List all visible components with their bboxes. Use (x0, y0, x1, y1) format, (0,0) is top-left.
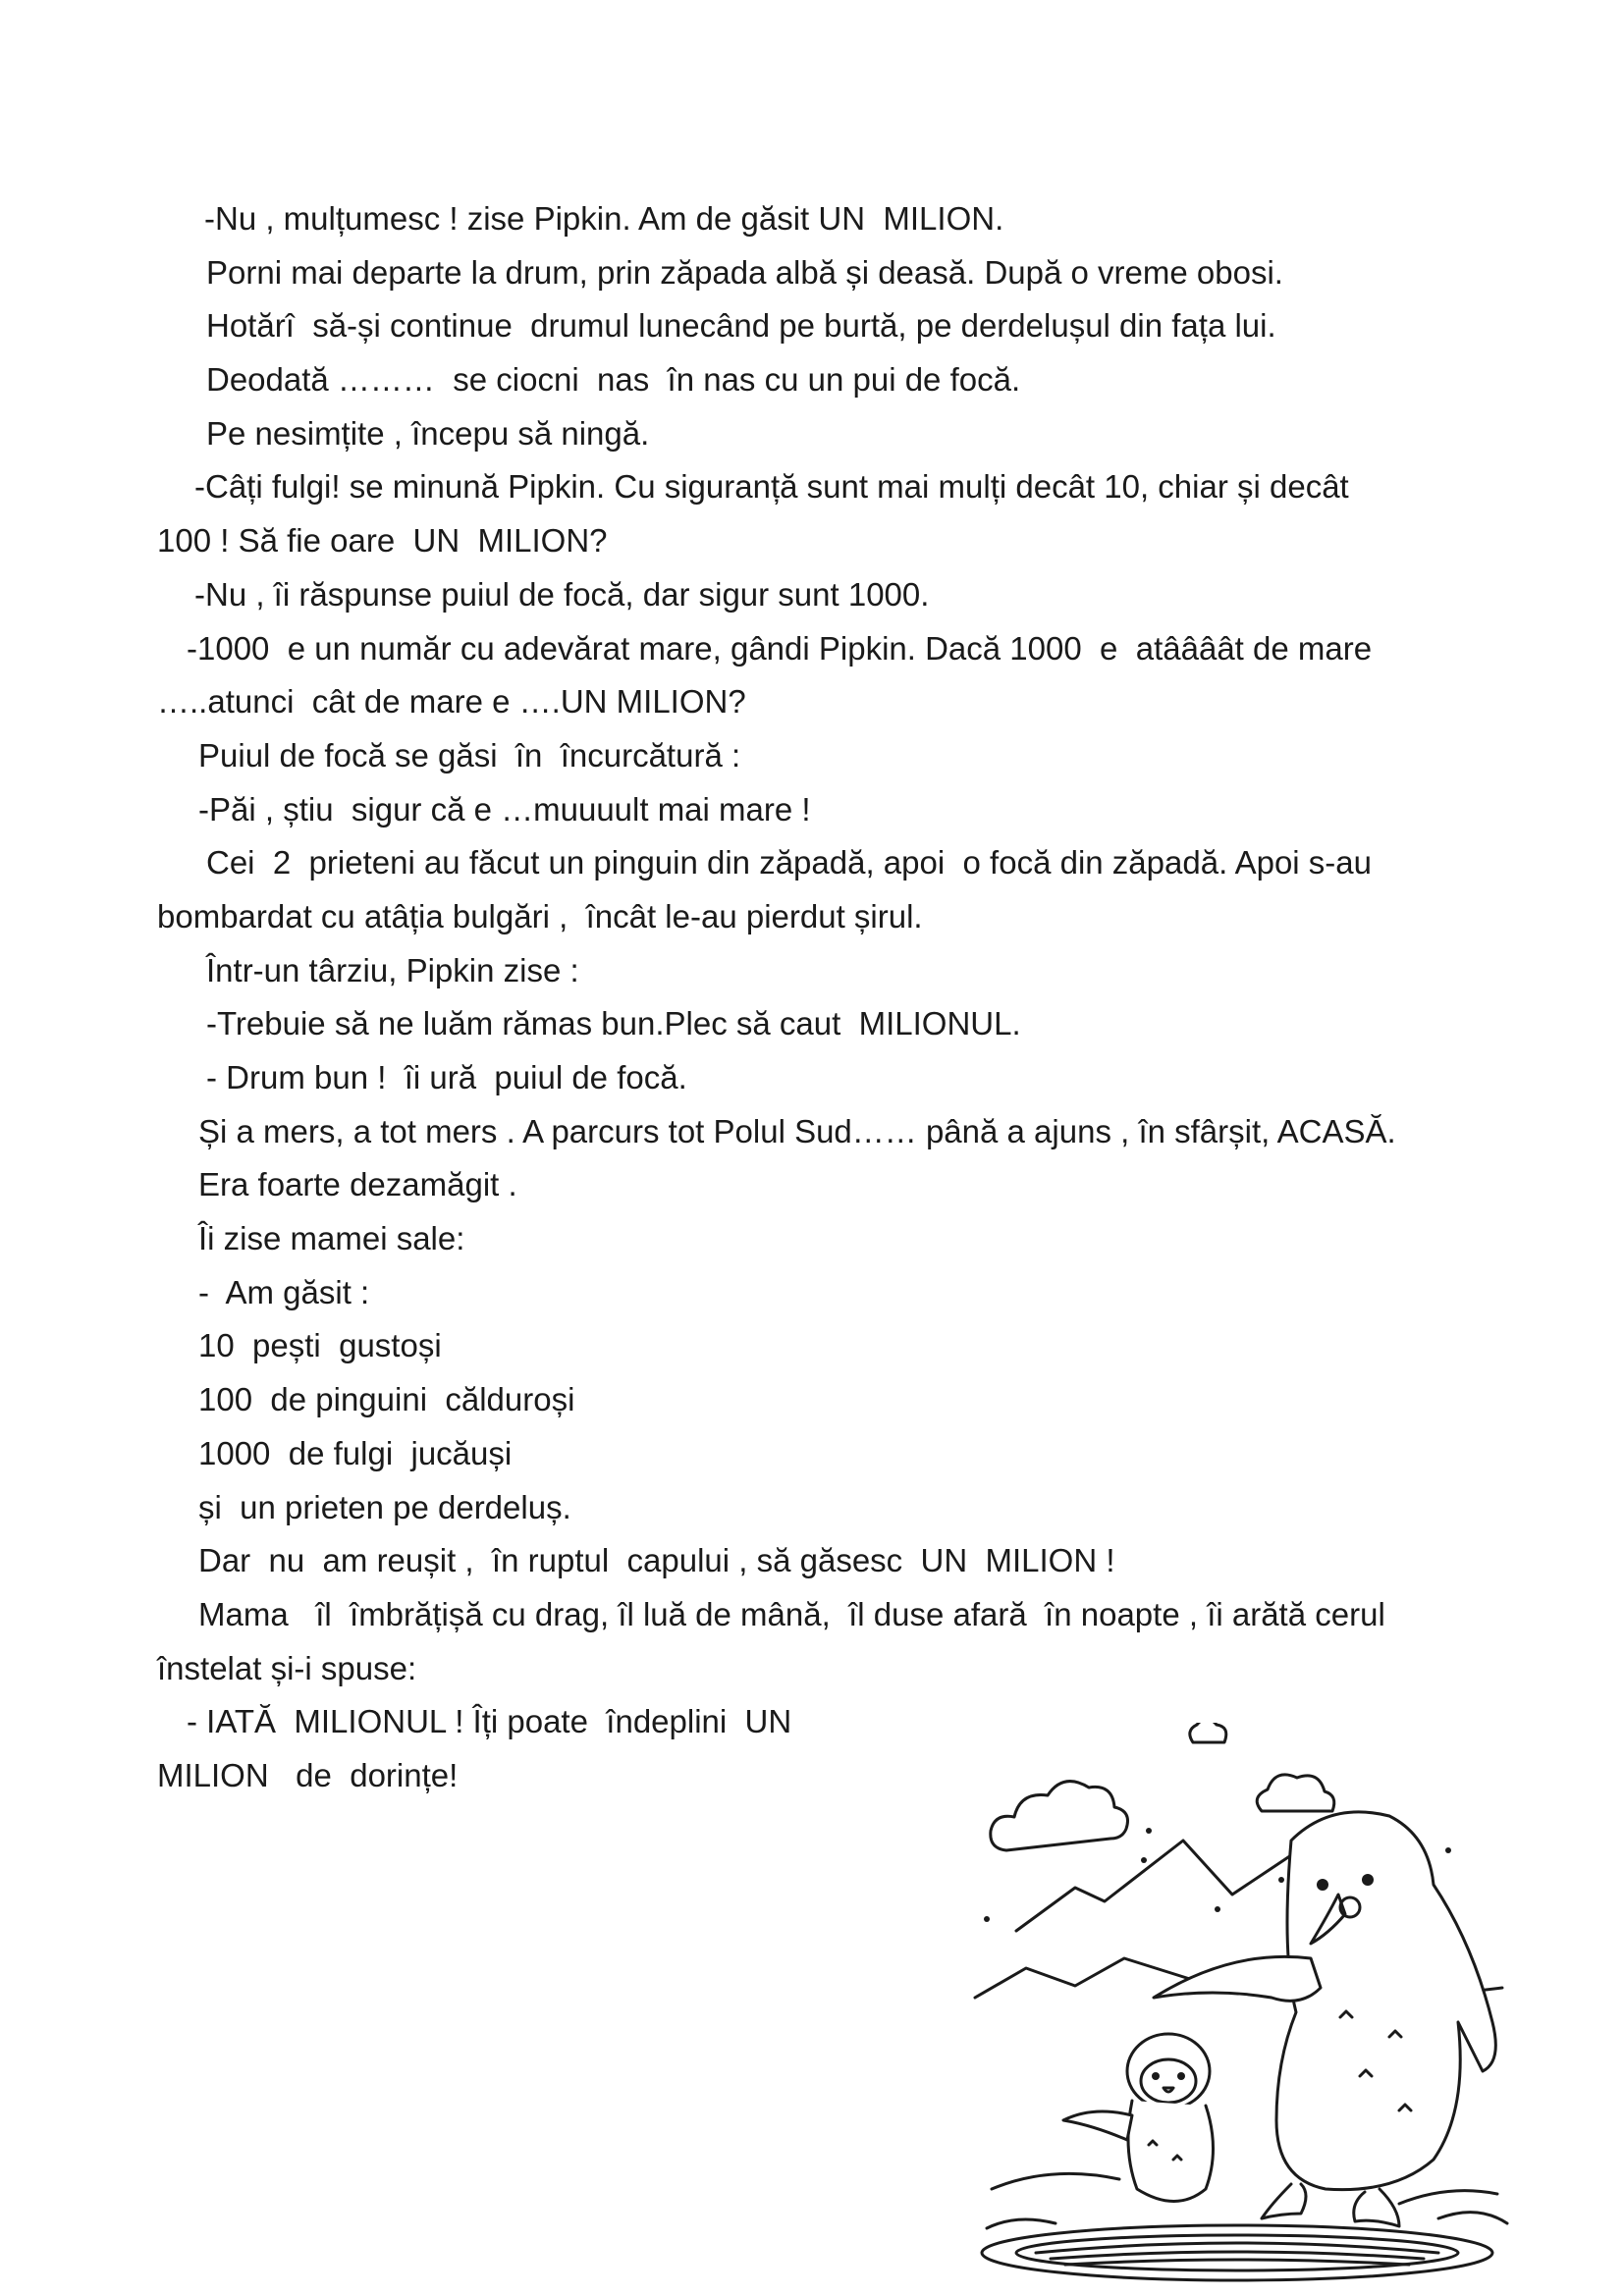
text-line: -Câți fulgi! se minună Pipkin. Cu siguranță sunt mai mulți decât 10, chiar și decât (194, 468, 1349, 506)
text-line: Hotărî să-și continue drumul lunecând pe burtă, pe derdelușul din fața lui. (206, 307, 1276, 345)
text-line: Deodată ……… se ciocni nas în nas cu un pui de focă. (206, 361, 1021, 399)
mother-penguin-body (1276, 1812, 1495, 2190)
text-line: 1000 de fulgi jucăuși (198, 1434, 513, 1471)
chick-body (1128, 2101, 1214, 2202)
cloud-icon (1257, 1775, 1334, 1811)
text-line: bombardat cu atâția bulgări , încât le-au pierdut șirul. (157, 897, 923, 934)
text-line: Mama îl îmbrățișă cu drag, îl luă de mână, îl duse afară în noapte , îi arătă cerul (198, 1595, 1385, 1632)
text-line: -Păi , știu sigur că e …muuuult mai mare ! (198, 790, 811, 828)
penguin-mother-and-chick-icon (967, 1723, 1527, 2282)
text-line: Era foarte dezamăgit . (198, 1166, 517, 1203)
text-line: 100 de pinguini călduroși (198, 1381, 575, 1418)
text-line: MILION de dorințe! (157, 1756, 459, 1793)
cloud-icon (1190, 1723, 1226, 1742)
text-line: Pe nesimțite , începu să ningă. (206, 414, 650, 452)
text-line: …..atunci cât de mare e ….UN MILION? (157, 683, 746, 721)
text-line: înstelat și-i spuse: (157, 1649, 417, 1686)
text-line: Îi zise mamei sale: (198, 1220, 465, 1257)
text-line: Puiul de focă se găsi în încurcătură : (198, 736, 741, 774)
mother-flipper (1154, 1956, 1321, 2001)
text-line: - IATĂ MILIONUL ! Îți poate îndeplini UN (187, 1703, 792, 1740)
text-line: - Am găsit : (198, 1273, 370, 1310)
penguin-illustration (967, 1723, 1527, 2282)
text-line: 10 pești gustoși (198, 1327, 442, 1364)
story-text (157, 192, 1483, 1803)
text-line: Dar nu am reușit , în ruptul capului , să găsesc UN MILION ! (198, 1542, 1115, 1579)
text-line: -Nu , mulțumesc ! zise Pipkin. Am de găsit UN MILION. (204, 200, 1004, 237)
text-line: -Nu , îi răspunse puiul de focă, dar sigur sunt 1000. (194, 575, 930, 613)
text-line: și un prieten pe derdeluș. (198, 1488, 571, 1525)
chick-wing (1063, 2111, 1132, 2140)
text-line: 100 ! Să fie oare UN MILION? (157, 522, 608, 560)
text-line: - Drum bun ! îi ură puiul de focă. (206, 1059, 687, 1095)
text-line: Porni mai departe la drum, prin zăpada albă și deasă. După o vreme obosi. (206, 253, 1283, 291)
text-line: Într-un târziu, Pipkin zise : (206, 951, 579, 988)
text-line: Și a mers, a tot mers . A parcurs tot Polul Sud…… până a ajuns , în sfârșit, ACASĂ. (198, 1112, 1396, 1149)
text-line: -1000 e un număr cu adevărat mare, gândi Pipkin. Dacă 1000 e atâââât de mare (187, 629, 1373, 667)
cloud-icon (991, 1782, 1128, 1850)
text-line: -Trebuie să ne luăm rămas bun.Plec să caut MILIONUL. (206, 1005, 1021, 1042)
text-line: Cei 2 prieteni au făcut un pinguin din zăpadă, apoi o focă din zăpadă. Apoi s-au (206, 844, 1373, 881)
